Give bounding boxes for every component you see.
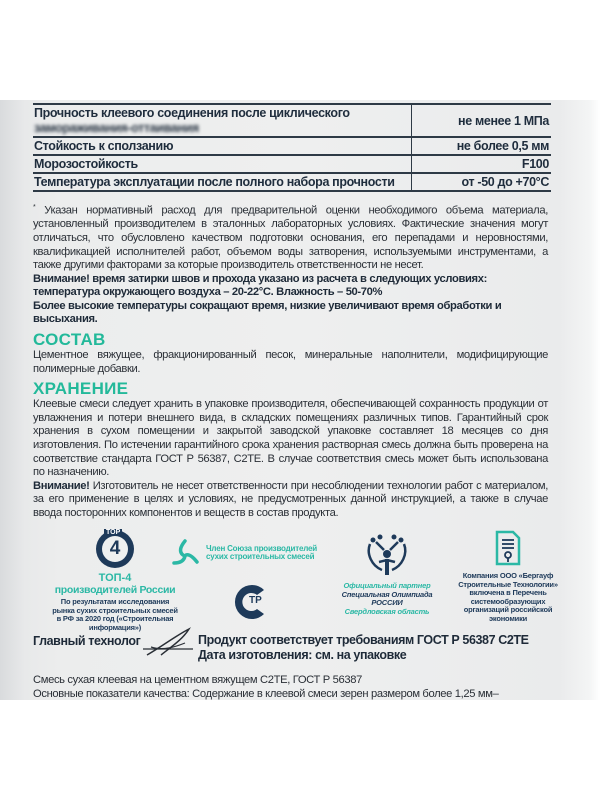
chief-technologist-label: Главный технолог (33, 634, 141, 648)
storage-heading: ХРАНЕНИЕ (33, 379, 129, 399)
compliance-block (198, 633, 529, 663)
table-row (33, 137, 551, 155)
temperature-note: Более высокие температуры сокращают время, низкие увеличивают время обработки и высыхания. (33, 299, 502, 326)
certificate-logo (458, 530, 558, 623)
special-olympics-emblem-icon (362, 532, 412, 582)
tr-mark-text: ТР (249, 595, 262, 606)
manufacture-date: Дата изготовления: см. на упаковке (198, 648, 407, 662)
gost-compliance: Продукт соответствует требованиям ГОСТ Р 56387 С2ТЕ (198, 633, 529, 647)
signature-row (33, 633, 548, 673)
liability-warning (33, 480, 548, 521)
properties-table (33, 103, 551, 192)
footnote (33, 201, 548, 273)
top4-badge-top: TOP (106, 529, 121, 536)
table-row (33, 155, 551, 173)
property-label: Температура эксплуатации после полного набора прочности (33, 173, 411, 191)
property-label-line1: Прочность клеевого соединения после циклического (34, 106, 350, 120)
union-line2: сухих строительных смесей (206, 552, 315, 561)
property-label: Стойкость к сползанию (33, 137, 411, 155)
property-value: от -50 до +70°С (411, 173, 551, 191)
property-value: не более 0,5 мм (411, 137, 551, 155)
table-row (33, 173, 551, 191)
quality-indicators-line: Основные показатели качества: Содержание в клеевой смеси зерен размером более 1,25 мм– (33, 687, 499, 700)
label-content (33, 100, 548, 521)
signature-icon (141, 627, 197, 657)
liability-warning-text: Изготовитель не несет ответственности при несоблюдении технологии работ с материалом, за его применение в целях и условиях, не предусмотренных данной инструкцией, а также в случае ввода посторонних компонентов и веществ в состав продукта. (33, 479, 548, 520)
product-description (33, 674, 548, 700)
certificate-text: Компания ООО «Бергауф Строительные Технологии» включена в Перечень системообразующих организаций российской экономики (458, 571, 558, 623)
so-country: РОССИИ (371, 598, 403, 607)
so-name: Специальная Олимпиада (341, 589, 433, 599)
certificate-document-icon (495, 530, 521, 566)
cert-mark-logo (230, 582, 270, 622)
property-value: F100 (411, 155, 551, 173)
composition-text: Цементное вяжущее, фракционированный песок, минеральные наполнители, модифицирующие полимерные добавки. (33, 349, 548, 375)
table-row (33, 104, 551, 137)
liability-warning-label: Внимание! (33, 479, 90, 492)
special-olympics-logo (322, 532, 452, 616)
property-value: не менее 1 МПа (411, 104, 551, 137)
property-label: Морозостойкость (33, 155, 411, 173)
property-label-line2-blurred: замораживания-оттаивания (34, 121, 199, 135)
union-triskelion-icon (168, 538, 202, 568)
union-logo (168, 538, 343, 568)
top4-title: ТОП-4 (98, 572, 132, 584)
footnote-marker: * (33, 204, 36, 211)
package-label-photo (0, 100, 600, 700)
attention-time-note: Внимание! время затирки швов и прохода указано из расчета в следующих условиях: температура окружающего воздуха – 20-22°С. Влажность – 50-70% (33, 272, 487, 299)
footnote-text: Указан нормативный расход для предварительной оценки необходимого объема материала, установленный производителем в эталонных лабораторных условиях. Фактические значения могут отличаться, что обусловлено качеством подготовки основания, его перепадами и неровностями, квалификацией исполнителей работ, объемом воды затворения, используемыми инструментами, а также другими факторами за которые производитель ответственности не несет. (33, 204, 548, 272)
so-region: Свердловская область (344, 606, 430, 616)
property-label (33, 104, 411, 137)
top4-badge-icon (96, 530, 134, 568)
union-line1: Член Союза производителей (206, 543, 317, 553)
storage-text: Клеевые смеси следует хранить в упаковке производителя, обеспечивающей сохранность продукции от увлажнения и потери внешнего вида, в складских помещениях различных типов. Гарантийный срок хранения в сухом помещении и закрытой заводской упаковке составляет 18 месяцев со дня изготовления. По истечении гарантийного срока хранения растворная смесь должна быть проверена на соответствие стандарта ГОСТ Р 56387, С2ТЕ. В случае соответствия смесь может быть использована по назначению. (33, 398, 548, 479)
top4-subtitle: производителей России (54, 584, 176, 596)
so-partner-label: Официальный партнер (343, 581, 431, 590)
composition-heading: СОСТАВ (33, 330, 106, 350)
product-name-line: Смесь сухая клеевая на цементном вяжущем С2ТЕ, ГОСТ Р 56387 (33, 674, 362, 686)
top4-caption: По результатам исследования рынка сухих строительных смесей в РФ за 2020 год («Строительная информация») (52, 597, 178, 632)
top4-badge-number: 4 (109, 538, 121, 559)
